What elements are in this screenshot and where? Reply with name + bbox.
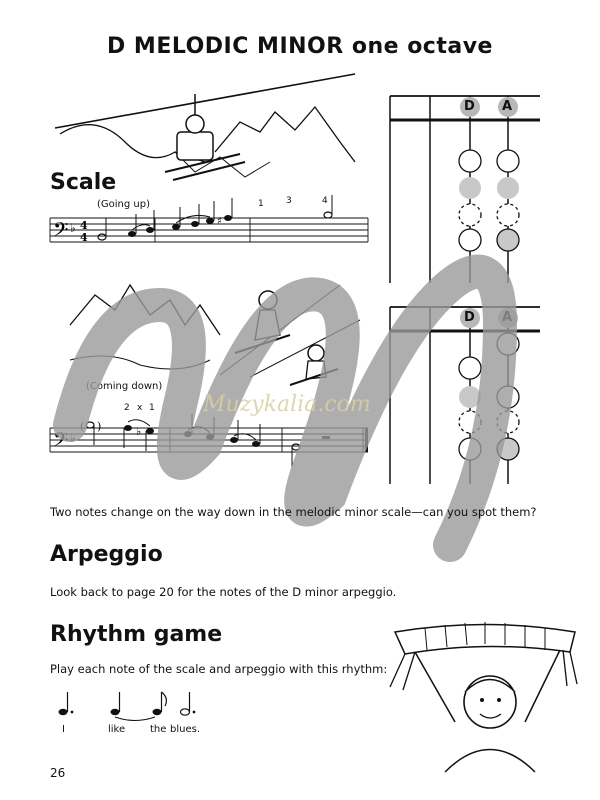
string-label-D-2: D <box>464 310 475 325</box>
page-number: 26 <box>50 766 66 780</box>
finger-down-x: x <box>137 403 143 413</box>
going-up-label: (Going up) <box>97 199 150 210</box>
scale-heading: Scale <box>50 170 117 195</box>
svg-text:4: 4 <box>80 231 88 244</box>
melodic-note-text: Two notes change on the way down in the melodic minor scale—can you spot them? <box>50 505 537 519</box>
staff-going-up <box>50 210 370 250</box>
svg-text:♭: ♭ <box>70 221 76 235</box>
svg-text:𝄢: 𝄢 <box>53 218 69 246</box>
svg-text:): ) <box>97 420 102 433</box>
rhythm-heading: Rhythm game <box>50 622 223 647</box>
watermark-text: Muzykalia.com <box>203 392 371 417</box>
lyric-word-4: blues. <box>170 724 201 735</box>
svg-text:♭: ♭ <box>136 425 142 438</box>
lyric-word-2: like <box>108 724 126 735</box>
svg-text:♭: ♭ <box>70 431 76 445</box>
fan-illustration <box>385 612 585 772</box>
coming-down-label: (Coming down) <box>86 381 163 392</box>
finger-down-1: 1 <box>149 403 155 413</box>
lyric-word-1: I <box>62 724 65 735</box>
page-title: D MELODIC MINOR one octave <box>107 34 493 59</box>
arpeggio-heading: Arpeggio <box>50 542 163 567</box>
arpeggio-text: Look back to page 20 for the notes of the D minor arpeggio. <box>50 585 397 599</box>
rhythm-notation <box>55 690 215 720</box>
finger-up-3: 3 <box>286 196 292 206</box>
string-label-D-1: D <box>464 99 475 114</box>
rhythm-instruction: Play each note of the scale and arpeggio with this rhythm: <box>50 662 388 676</box>
svg-text:4: 4 <box>80 219 88 232</box>
svg-text:♯: ♯ <box>217 216 222 227</box>
lyric-word-3: the <box>150 724 167 735</box>
svg-text:(: ( <box>80 420 85 433</box>
finger-up-1: 1 <box>258 199 264 209</box>
svg-text:𝄢: 𝄢 <box>53 428 69 456</box>
finger-down-2: 2 <box>124 403 130 413</box>
finger-up-4: 4 <box>322 196 328 206</box>
string-label-A-2: A <box>502 310 513 325</box>
string-label-A-1: A <box>502 99 513 114</box>
